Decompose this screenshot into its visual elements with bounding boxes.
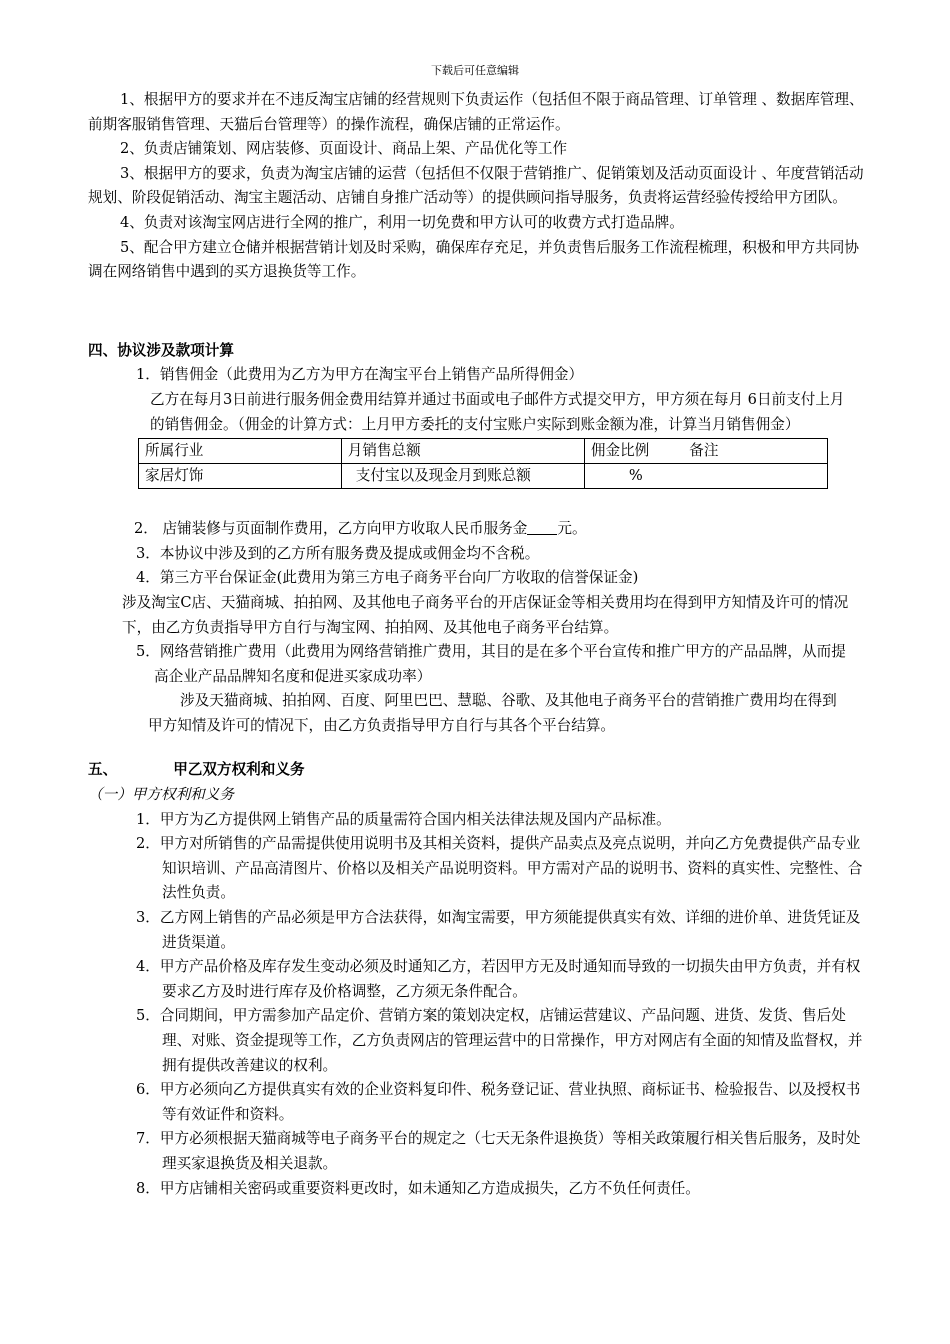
- item-4-4-title: 4．第三方平台保证金(此费用为第三方电子商务平台向厂方收取的信誉保证金): [136, 569, 639, 587]
- list-item: 6．甲方必须向乙方提供真实有效的企业资料复印件、税务登记证、营业执照、商标证书、检验报告、以及授权书等有效证件和资料。: [136, 1081, 861, 1123]
- table-cell: 支付宝以及现金月到账总额: [341, 464, 584, 489]
- table-cell: [584, 439, 827, 464]
- item-4-4-body: 涉及淘宝C店、天猫商城、拍拍网、及其他电子商务平台的开店保证金等相关费用均在得到甲方知情及许可的情况下，由乙方负责指导甲方自行与淘宝网、拍拍网、及其他电子商务平台结算。: [122, 593, 849, 636]
- item-4-3: 3．本协议中涉及到的乙方所有服务费及提成或佣金均不含税。: [136, 544, 540, 562]
- list-item: 1．甲方为乙方提供网上销售产品的质量需符合国内相关法律法规及国内产品标准。: [136, 810, 671, 828]
- paragraph-s3-1: 1、根据甲方的要求并在不违反淘宝店铺的经营规则下负责运作（包括但不限于商品管理、订单管理 、数据库管理、前期客服销售管理、天猫后台管理等）的操作流程，确保店铺的正常运作。: [88, 91, 864, 133]
- item-4-2-unit: 元。: [557, 520, 587, 538]
- table-cell: 月销售总额: [341, 439, 584, 464]
- commission-rate-label: 佣金比例: [590, 442, 650, 460]
- table-cell: 所属行业: [139, 439, 342, 464]
- section-number: 五、: [88, 761, 118, 779]
- subsection-heading: （一）甲方权利和义务: [88, 786, 234, 804]
- list-item: 8．甲方店铺相关密码或重要资料更改时，如未通知乙方造成损失，乙方不负任何责任。: [136, 1179, 700, 1197]
- table-cell: 家居灯饰: [139, 464, 342, 489]
- amount-blank: [527, 520, 557, 535]
- paragraph-s3-5: 5、配合甲方建立仓储并根据营销计划及时采购，确保库存充足，并负责售后服务工作流程梳理，积极和甲方共同协调在网络销售中遇到的买方退换货等工作。: [88, 238, 859, 281]
- document-body: [88, 88, 866, 1201]
- item-4-2-text: 2． 店铺装修与页面制作费用，乙方向甲方收取人民币服务金: [134, 520, 528, 538]
- item-4-1-body: 乙方在每月3日前进行服务佣金费用结算并通过书面或电子邮件方式提交甲方，甲方须在每月 6日前支付上月的销售佣金。（佣金的计算方式：上月甲方委托的支付宝账户实际到账金额为准，计算当月销售佣金）: [150, 390, 845, 433]
- page-header: 下载后可任意编辑: [431, 64, 519, 77]
- item-4-5-body: 涉及天猫商城、拍拍网、百度、阿里巴巴、慧聪、谷歌、及其他电子商务平台的营销推广费用均在得到甲方知情及许可的情况下，由乙方负责指导甲方自行与其各个平台结算。: [148, 692, 837, 734]
- paragraph-s3-4: 4、负责对该淘宝网店进行全网的推广，利用一切免费和甲方认可的收费方式打造品牌。: [120, 213, 684, 231]
- list-item: 5．合同期间，甲方需参加产品定价、营销方案的策划决定权，店铺运营建议、产品问题、进货、发货、售后处理、对账、资金提现等工作，乙方负责网店的管理运营中的日常操作，甲方对网店有全面的知情及监督权，并拥有提供改善建议的权利。: [136, 1007, 863, 1074]
- paragraph-s3-2: 2、负责店铺策划、网店装修、页面设计、商品上架、产品优化等工作: [120, 140, 568, 158]
- item-4-2: [134, 517, 866, 542]
- table-row: [139, 464, 828, 489]
- list-item: 4．甲方产品价格及库存发生变动必须及时通知乙方，若因甲方无及时通知而导致的一切损失由甲方负责，并有权要求乙方及时进行库存及价格调整，乙方须无条件配合。: [136, 958, 861, 1000]
- section-title: 甲乙双方权利和义务: [173, 761, 305, 779]
- table-cell: %: [584, 464, 827, 489]
- item-4-5-title: 5．网络营销推广费用（此费用为网络营销推广费用，其目的是在多个平台宣传和推广甲方的产品品牌，从而提高企业产品品牌知名度和促进买家成功率）: [136, 643, 846, 685]
- item-4-1-title: 1．销售佣金（此费用为乙方为甲方在淘宝平台上销售产品所得佣金）: [136, 366, 584, 384]
- list-item: 3．乙方网上销售的产品必须是甲方合法获得，如淘宝需要，甲方须能提供真实有效、详细的进价单、进货凭证及进货渠道。: [136, 909, 861, 951]
- commission-table: [138, 438, 828, 489]
- remark-label: 备注: [689, 442, 719, 460]
- list-item: 2．甲方对所销售的产品需提供使用说明书及其相关资料，提供产品卖点及亮点说明，并向乙方免费提供产品专业知识培训、产品高清图片、价格以及相关产品说明资料。甲方需对产品的说明书、资料的真实性、完整性、合法性负责。: [136, 835, 863, 902]
- paragraph-s3-3: 3、根据甲方的要求，负责为淘宝店铺的运营（包括但不仅限于营销推广、促销策划及活动页面设计 、年度营销活动规划、阶段促销活动、淘宝主题活动、店铺自身推广活动等）的提供顾问指导服务，负责将运营经验传授给甲方团队。: [88, 164, 864, 207]
- section-heading-4: 四、协议涉及款项计算: [88, 341, 234, 359]
- list-item: 7．甲方必须根据天猫商城等电子商务平台的规定之（七天无条件退换货）等相关政策履行相关售后服务，及时处理买家退换货及相关退款。: [136, 1130, 861, 1172]
- section-heading-5: [88, 758, 866, 783]
- table-row: [139, 439, 828, 464]
